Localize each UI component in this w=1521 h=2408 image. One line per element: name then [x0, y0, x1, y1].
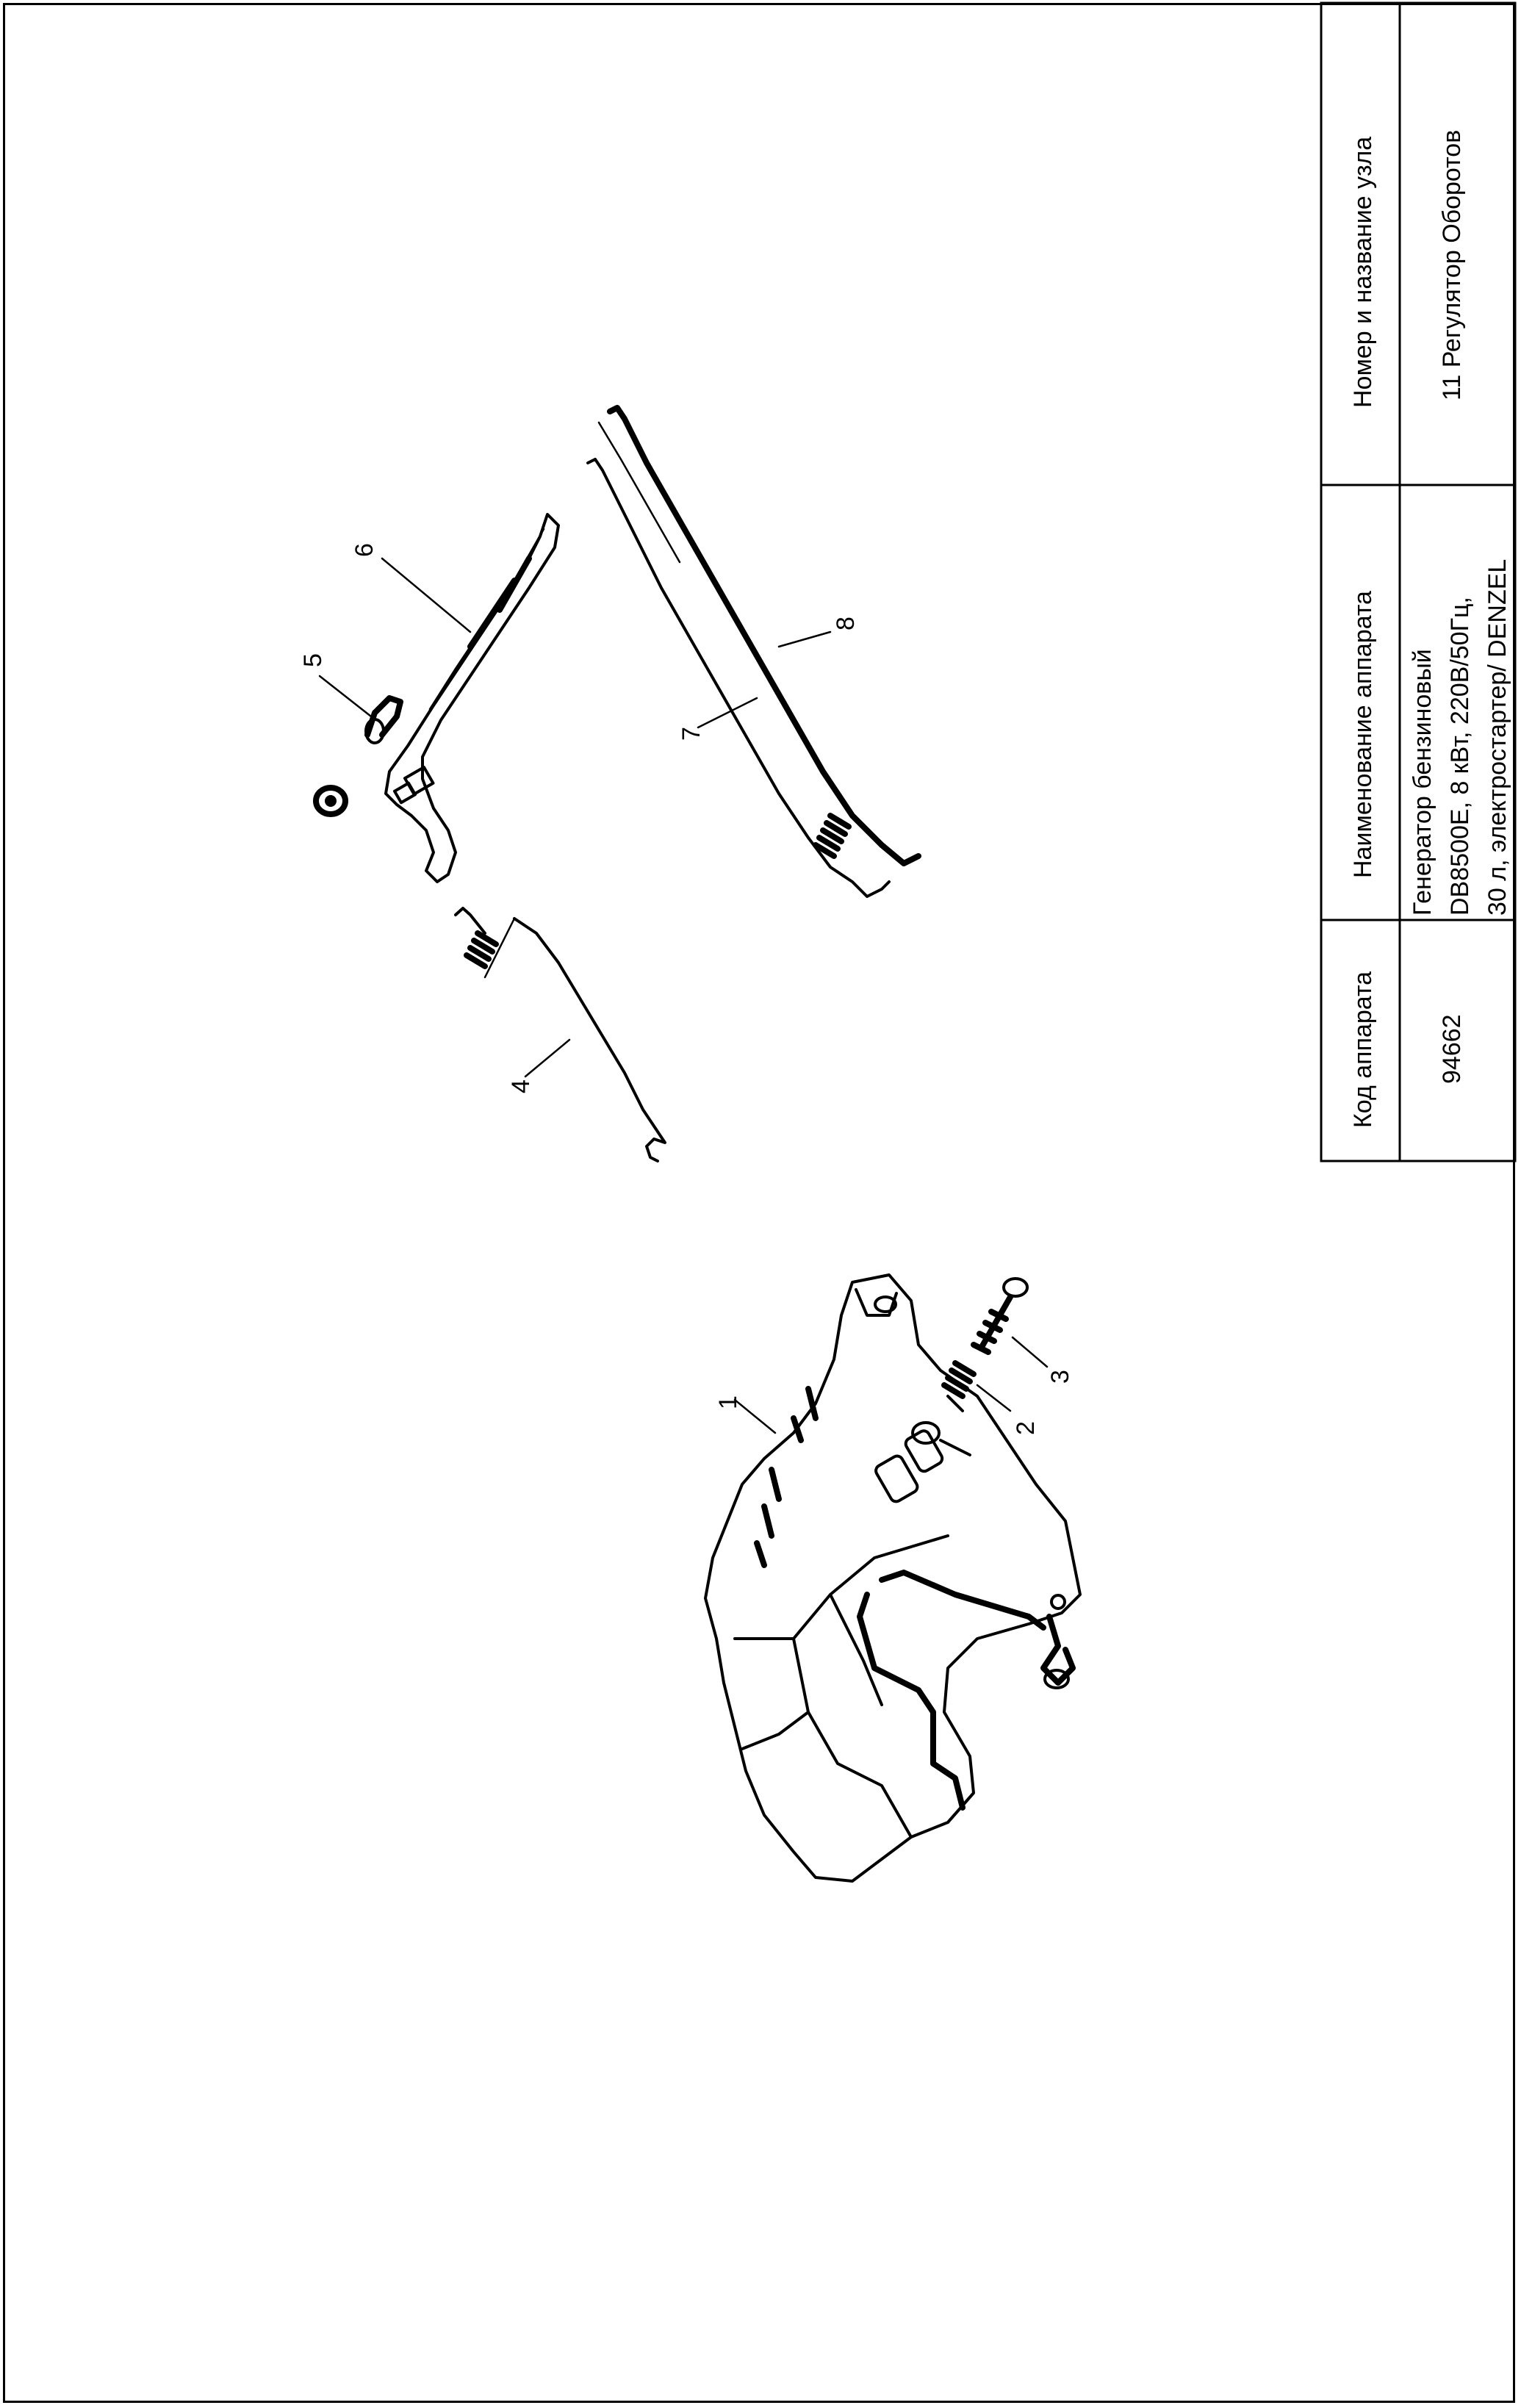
- col3-header: Номер и название узла: [1349, 136, 1377, 408]
- col1-header: Код аппарата: [1349, 971, 1377, 1128]
- callout-7: 7: [677, 727, 705, 741]
- part-6-lever: [386, 514, 558, 882]
- callout-1: 1: [714, 1395, 742, 1409]
- callout-3: 3: [1046, 1370, 1074, 1384]
- part-3-bolt: [974, 1279, 1027, 1352]
- col3-value: 11 Регулятор Оборотов: [1438, 129, 1466, 400]
- callout-5: 5: [299, 653, 327, 667]
- part-1-housing: [705, 1275, 1080, 1881]
- part-5-pin: [366, 698, 400, 743]
- callout-leaders: [320, 558, 1047, 1433]
- col2-value-line3: 30 л, электростартер/ DENZEL: [1484, 558, 1511, 916]
- callout-labels: [299, 543, 1074, 1435]
- callout-4: 4: [507, 1079, 535, 1093]
- col2-value-line2: DB8500E, 8 кВт, 220В/50Гц,: [1446, 597, 1474, 916]
- nut: [316, 788, 345, 814]
- housing-bolt: [1043, 1617, 1073, 1688]
- part-8-rod: [599, 408, 918, 863]
- callout-8: 8: [832, 617, 860, 630]
- col2-header: Наименование аппарата: [1349, 591, 1377, 878]
- callout-6: 6: [350, 543, 378, 557]
- part-4-rod: [456, 908, 665, 1161]
- col2-value-line1: Генератор бензиновый: [1409, 649, 1436, 916]
- part-7-rod: [588, 459, 889, 896]
- callout-2: 2: [1012, 1421, 1040, 1435]
- col1-value: 94662: [1438, 1014, 1466, 1084]
